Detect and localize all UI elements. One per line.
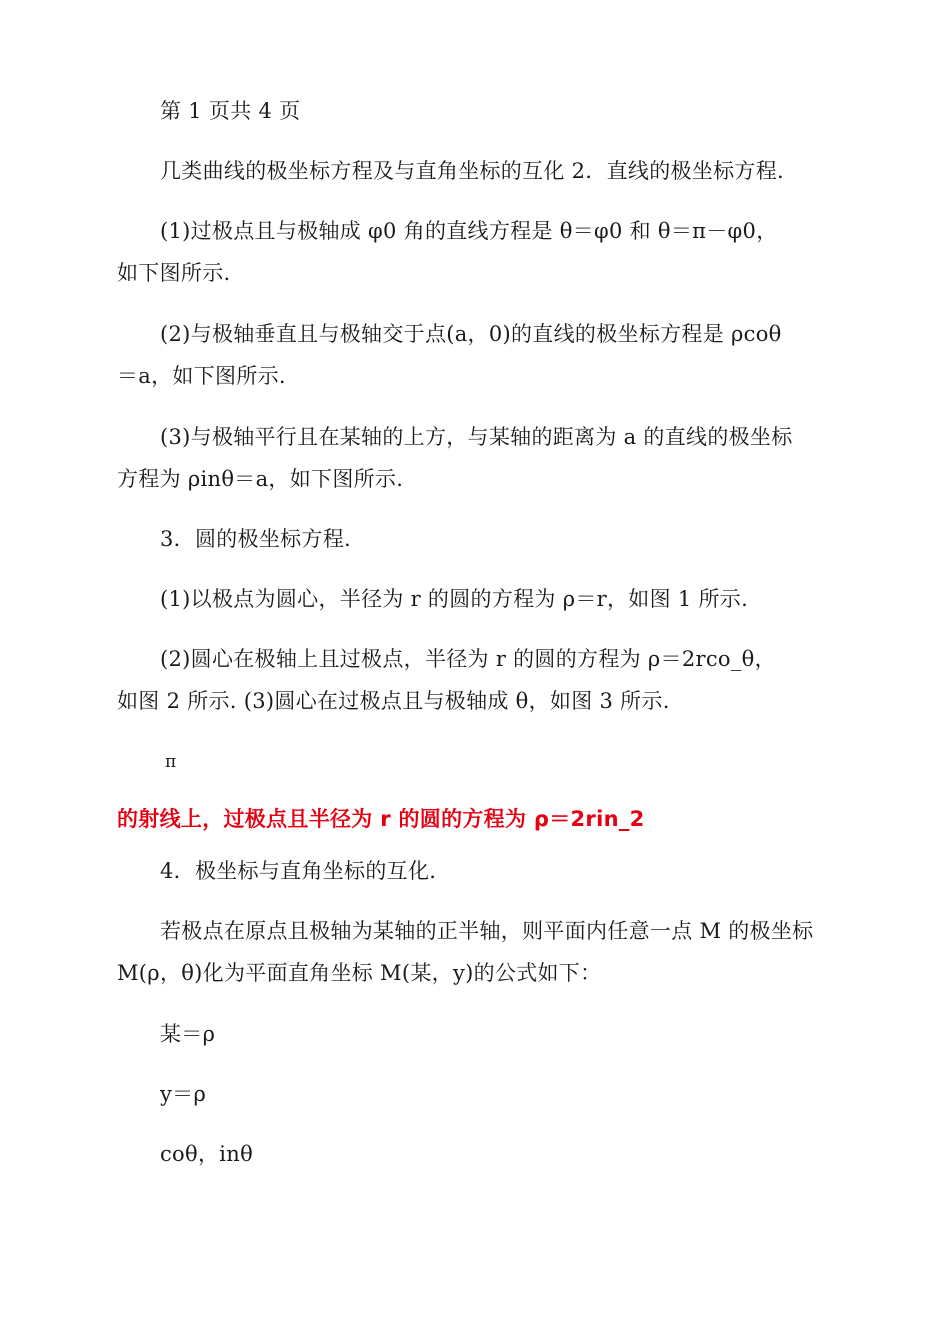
line-3-equation: (3)与极轴平行且在某轴的上方，与某轴的距离为 a 的直线的极坐标 xyxy=(160,425,793,449)
circle-2-continuation: 如图 2 所示. (3)圆心在过极点且与极轴成 θ，如图 3 所示. xyxy=(117,689,670,713)
line-3-continuation: 方程为 ρinθ＝a，如下图所示. xyxy=(117,467,404,491)
section-4-heading: 4．极坐标与直角坐标的互化. xyxy=(160,859,437,883)
conversion-intro-continuation: M(ρ，θ)化为平面直角坐标 M(某，y)的公式如下： xyxy=(117,961,602,985)
line-2-equation: (2)与极轴垂直且与极轴交于点(a，0)的直线的极坐标方程是 ρcoθ xyxy=(160,322,782,346)
formula-trig: coθ，inθ xyxy=(160,1142,254,1166)
formula-y: y＝ρ xyxy=(160,1082,207,1106)
formula-x: 某＝ρ xyxy=(160,1022,216,1046)
line-1-equation: (1)过极点且与极轴成 φ0 角的直线方程是 θ＝φ0 和 θ＝π－φ0， xyxy=(160,219,778,243)
line-2-continuation: ＝a，如下图所示. xyxy=(117,364,286,388)
intro-line: 几类曲线的极坐标方程及与直角坐标的互化 2．直线的极坐标方程. xyxy=(160,159,785,183)
conversion-intro: 若极点在原点且极轴为某轴的正半轴，则平面内任意一点 M 的极坐标 xyxy=(160,919,814,943)
page-header: 第 1 页共 4 页 xyxy=(160,99,301,123)
section-3-heading: 3．圆的极坐标方程. xyxy=(160,527,352,551)
circle-2-equation: (2)圆心在极轴上且过极点，半径为 r 的圆的方程为 ρ＝2rco_θ， xyxy=(160,647,776,671)
pi-symbol: π xyxy=(165,752,177,772)
highlighted-line: 的射线上，过极点且半径为 r 的圆的方程为 ρ＝2rin_2 xyxy=(117,807,645,831)
circle-1-equation: (1)以极点为圆心，半径为 r 的圆的方程为 ρ＝r，如图 1 所示. xyxy=(160,587,749,611)
line-1-continuation: 如下图所示. xyxy=(117,261,231,285)
